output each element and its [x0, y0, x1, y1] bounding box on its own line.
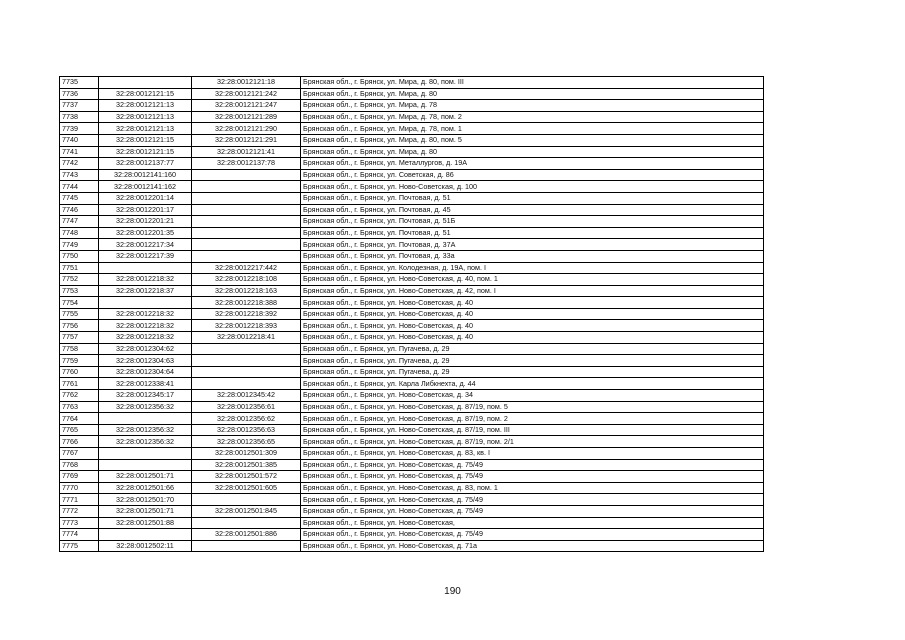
table-row [60, 216, 764, 228]
table-row [60, 204, 764, 216]
address-cell: Брянская обл., г. Брянск, ул. Почтовая, д. 33а [301, 250, 764, 262]
row-number-cell: 7754 [60, 297, 99, 309]
address-cell: Брянская обл., г. Брянск, ул. Почтовая, д. 51 [301, 192, 764, 204]
land-cadastral-cell: 32:28:0012218:37 [99, 285, 192, 297]
address-cell: Брянская обл., г. Брянск, ул. Ново-Советская, д. 87/19, пом. 5 [301, 401, 764, 413]
land-cadastral-cell: 32:28:0012502:11 [99, 540, 192, 552]
table-row [60, 250, 764, 262]
building-cadastral-cell: 32:28:0012218:393 [192, 320, 301, 332]
building-cadastral-cell [192, 517, 301, 529]
table-row [60, 517, 764, 529]
row-number-cell: 7758 [60, 343, 99, 355]
building-cadastral-cell [192, 540, 301, 552]
address-cell: Брянская обл., г. Брянск, ул. Ново-Советская, д. 75/49 [301, 494, 764, 506]
address-cell: Брянская обл., г. Брянск, ул. Пугачева, д. 29 [301, 366, 764, 378]
row-number-cell: 7770 [60, 482, 99, 494]
row-number-cell: 7742 [60, 158, 99, 170]
table-row [60, 297, 764, 309]
address-cell: Брянская обл., г. Брянск, ул. Пугачева, д. 29 [301, 355, 764, 367]
land-cadastral-cell: 32:28:0012121:15 [99, 146, 192, 158]
land-cadastral-cell: 32:28:0012201:17 [99, 204, 192, 216]
table-row [60, 505, 764, 517]
building-cadastral-cell: 32:28:0012218:163 [192, 285, 301, 297]
address-cell: Брянская обл., г. Брянск, ул. Мира, д. 80 [301, 88, 764, 100]
building-cadastral-cell: 32:28:0012121:18 [192, 77, 301, 89]
land-cadastral-cell: 32:28:0012217:34 [99, 239, 192, 251]
land-cadastral-cell: 32:28:0012356:32 [99, 401, 192, 413]
land-cadastral-cell [99, 459, 192, 471]
land-cadastral-cell: 32:28:0012501:70 [99, 494, 192, 506]
address-cell: Брянская обл., г. Брянск, ул. Металлургов, д. 19А [301, 158, 764, 170]
address-cell: Брянская обл., г. Брянск, ул. Ново-Советская, д. 83, кв. I [301, 448, 764, 460]
building-cadastral-cell: 32:28:0012218:41 [192, 332, 301, 344]
land-cadastral-cell [99, 448, 192, 460]
address-cell: Брянская обл., г. Брянск, ул. Мира, д. 80, пом. 5 [301, 134, 764, 146]
land-cadastral-cell: 32:28:0012501:71 [99, 471, 192, 483]
building-cadastral-cell: 32:28:0012121:41 [192, 146, 301, 158]
building-cadastral-cell: 32:28:0012218:388 [192, 297, 301, 309]
land-cadastral-cell: 32:28:0012121:13 [99, 100, 192, 112]
row-number-cell: 7768 [60, 459, 99, 471]
row-number-cell: 7749 [60, 239, 99, 251]
row-number-cell: 7735 [60, 77, 99, 89]
address-cell: Брянская обл., г. Брянск, ул. Ново-Советская, д. 40 [301, 308, 764, 320]
building-cadastral-cell: 32:28:0012356:65 [192, 436, 301, 448]
page-number: 190 [444, 586, 461, 597]
table-row [60, 529, 764, 541]
row-number-cell: 7741 [60, 146, 99, 158]
land-cadastral-cell [99, 262, 192, 274]
building-cadastral-cell: 32:28:0012121:242 [192, 88, 301, 100]
table-row [60, 471, 764, 483]
row-number-cell: 7759 [60, 355, 99, 367]
building-cadastral-cell [192, 343, 301, 355]
row-number-cell: 7739 [60, 123, 99, 135]
table-row [60, 424, 764, 436]
address-cell: Брянская обл., г. Брянск, ул. Ново-Советская, д. 40 [301, 320, 764, 332]
address-cell: Брянская обл., г. Брянск, ул. Ново-Советская, д. 40 [301, 332, 764, 344]
building-cadastral-cell: 32:28:0012501:572 [192, 471, 301, 483]
building-cadastral-cell: 32:28:0012356:62 [192, 413, 301, 425]
address-cell: Брянская обл., г. Брянск, ул. Ново-Советская, [301, 517, 764, 529]
address-cell: Брянская обл., г. Брянск, ул. Ново-Советская, д. 100 [301, 181, 764, 193]
land-cadastral-cell: 32:28:0012356:32 [99, 424, 192, 436]
address-cell: Брянская обл., г. Брянск, ул. Ново-Советская, д. 87/19, пом. III [301, 424, 764, 436]
land-cadastral-cell: 32:28:0012345:17 [99, 390, 192, 402]
land-cadastral-cell: 32:28:0012201:21 [99, 216, 192, 228]
row-number-cell: 7756 [60, 320, 99, 332]
building-cadastral-cell: 32:28:0012121:291 [192, 134, 301, 146]
table-row [60, 169, 764, 181]
table-row [60, 390, 764, 402]
table-row [60, 227, 764, 239]
address-cell: Брянская обл., г. Брянск, ул. Колодезная, д. 19А, пом. I [301, 262, 764, 274]
table-row [60, 482, 764, 494]
land-cadastral-cell: 32:28:0012304:63 [99, 355, 192, 367]
row-number-cell: 7751 [60, 262, 99, 274]
land-cadastral-cell: 32:28:0012121:15 [99, 134, 192, 146]
table-row [60, 262, 764, 274]
building-cadastral-cell: 32:28:0012121:290 [192, 123, 301, 135]
row-number-cell: 7774 [60, 529, 99, 541]
land-cadastral-cell: 32:28:0012304:62 [99, 343, 192, 355]
land-cadastral-cell: 32:28:0012218:32 [99, 274, 192, 286]
building-cadastral-cell [192, 204, 301, 216]
building-cadastral-cell [192, 250, 301, 262]
building-cadastral-cell: 32:28:0012501:886 [192, 529, 301, 541]
building-cadastral-cell [192, 239, 301, 251]
row-number-cell: 7745 [60, 192, 99, 204]
building-cadastral-cell: 32:28:0012121:289 [192, 111, 301, 123]
address-cell: Брянская обл., г. Брянск, ул. Ново-Советская, д. 75/49 [301, 459, 764, 471]
address-cell: Брянская обл., г. Брянск, ул. Ново-Советская, д. 71а [301, 540, 764, 552]
table-row [60, 320, 764, 332]
table-row [60, 77, 764, 89]
address-cell: Брянская обл., г. Брянск, ул. Советская, д. 86 [301, 169, 764, 181]
table-row [60, 134, 764, 146]
land-cadastral-cell: 32:28:0012218:32 [99, 308, 192, 320]
table-row [60, 192, 764, 204]
table-row [60, 378, 764, 390]
address-cell: Брянская обл., г. Брянск, ул. Мира, д. 78, пом. 2 [301, 111, 764, 123]
table-row [60, 158, 764, 170]
registry-table-body [60, 77, 764, 552]
building-cadastral-cell: 32:28:0012218:108 [192, 274, 301, 286]
row-number-cell: 7765 [60, 424, 99, 436]
land-cadastral-cell [99, 413, 192, 425]
address-cell: Брянская обл., г. Брянск, ул. Ново-Советская, д. 87/19, пом. 2/1 [301, 436, 764, 448]
address-cell: Брянская обл., г. Брянск, ул. Почтовая, д. 51Б [301, 216, 764, 228]
address-cell: Брянская обл., г. Брянск, ул. Карла Либкнехта, д. 44 [301, 378, 764, 390]
row-number-cell: 7757 [60, 332, 99, 344]
row-number-cell: 7772 [60, 505, 99, 517]
table-row [60, 540, 764, 552]
table-row [60, 239, 764, 251]
table-row [60, 401, 764, 413]
row-number-cell: 7761 [60, 378, 99, 390]
row-number-cell: 7766 [60, 436, 99, 448]
table-row [60, 332, 764, 344]
land-cadastral-cell: 32:28:0012218:32 [99, 332, 192, 344]
building-cadastral-cell: 32:28:0012121:247 [192, 100, 301, 112]
address-cell: Брянская обл., г. Брянск, ул. Ново-Советская, д. 34 [301, 390, 764, 402]
building-cadastral-cell: 32:28:0012345:42 [192, 390, 301, 402]
table-row [60, 100, 764, 112]
row-number-cell: 7755 [60, 308, 99, 320]
table-row [60, 181, 764, 193]
table-row [60, 111, 764, 123]
address-cell: Брянская обл., г. Брянск, ул. Мира, д. 78, пом. 1 [301, 123, 764, 135]
building-cadastral-cell [192, 355, 301, 367]
land-cadastral-cell: 32:28:0012201:35 [99, 227, 192, 239]
row-number-cell: 7744 [60, 181, 99, 193]
property-registry-table [59, 76, 764, 552]
building-cadastral-cell: 32:28:0012501:385 [192, 459, 301, 471]
address-cell: Брянская обл., г. Брянск, ул. Пугачева, д. 29 [301, 343, 764, 355]
building-cadastral-cell: 32:28:0012218:392 [192, 308, 301, 320]
building-cadastral-cell: 32:28:0012501:309 [192, 448, 301, 460]
row-number-cell: 7762 [60, 390, 99, 402]
land-cadastral-cell: 32:28:0012137:77 [99, 158, 192, 170]
row-number-cell: 7738 [60, 111, 99, 123]
table-row [60, 146, 764, 158]
land-cadastral-cell: 32:28:0012121:13 [99, 123, 192, 135]
building-cadastral-cell: 32:28:0012356:63 [192, 424, 301, 436]
row-number-cell: 7753 [60, 285, 99, 297]
address-cell: Брянская обл., г. Брянск, ул. Мира, д. 80, пом. III [301, 77, 764, 89]
table-row [60, 274, 764, 286]
row-number-cell: 7760 [60, 366, 99, 378]
land-cadastral-cell: 32:28:0012304:64 [99, 366, 192, 378]
building-cadastral-cell: 32:28:0012501:605 [192, 482, 301, 494]
address-cell: Брянская обл., г. Брянск, ул. Почтовая, д. 51 [301, 227, 764, 239]
address-cell: Брянская обл., г. Брянск, ул. Почтовая, д. 37А [301, 239, 764, 251]
address-cell: Брянская обл., г. Брянск, ул. Ново-Советская, д. 87/19, пом. 2 [301, 413, 764, 425]
row-number-cell: 7763 [60, 401, 99, 413]
land-cadastral-cell: 32:28:0012501:88 [99, 517, 192, 529]
address-cell: Брянская обл., г. Брянск, ул. Ново-Советская, д. 75/49 [301, 529, 764, 541]
land-cadastral-cell: 32:28:0012217:39 [99, 250, 192, 262]
table-row [60, 308, 764, 320]
building-cadastral-cell [192, 181, 301, 193]
row-number-cell: 7746 [60, 204, 99, 216]
row-number-cell: 7740 [60, 134, 99, 146]
table-row [60, 123, 764, 135]
address-cell: Брянская обл., г. Брянск, ул. Ново-Советская, д. 40, пом. 1 [301, 274, 764, 286]
building-cadastral-cell: 32:28:0012356:61 [192, 401, 301, 413]
building-cadastral-cell [192, 169, 301, 181]
row-number-cell: 7752 [60, 274, 99, 286]
building-cadastral-cell [192, 378, 301, 390]
building-cadastral-cell [192, 216, 301, 228]
table-row [60, 448, 764, 460]
land-cadastral-cell [99, 529, 192, 541]
building-cadastral-cell [192, 366, 301, 378]
building-cadastral-cell [192, 494, 301, 506]
table-row [60, 413, 764, 425]
address-cell: Брянская обл., г. Брянск, ул. Ново-Советская, д. 40 [301, 297, 764, 309]
address-cell: Брянская обл., г. Брянск, ул. Ново-Советская, д. 75/49 [301, 505, 764, 517]
address-cell: Брянская обл., г. Брянск, ул. Ново-Советская, д. 42, пом. I [301, 285, 764, 297]
row-number-cell: 7748 [60, 227, 99, 239]
table-row [60, 459, 764, 471]
land-cadastral-cell: 32:28:0012201:14 [99, 192, 192, 204]
building-cadastral-cell: 32:28:0012137:78 [192, 158, 301, 170]
land-cadastral-cell [99, 77, 192, 89]
building-cadastral-cell [192, 227, 301, 239]
address-cell: Брянская обл., г. Брянск, ул. Мира, д. 80 [301, 146, 764, 158]
row-number-cell: 7736 [60, 88, 99, 100]
land-cadastral-cell: 32:28:0012121:13 [99, 111, 192, 123]
land-cadastral-cell: 32:28:0012501:71 [99, 505, 192, 517]
land-cadastral-cell: 32:28:0012338:41 [99, 378, 192, 390]
land-cadastral-cell: 32:28:0012501:66 [99, 482, 192, 494]
address-cell: Брянская обл., г. Брянск, ул. Ново-Советская, д. 83, пом. 1 [301, 482, 764, 494]
address-cell: Брянская обл., г. Брянск, ул. Мира, д. 78 [301, 100, 764, 112]
table-row [60, 285, 764, 297]
row-number-cell: 7775 [60, 540, 99, 552]
row-number-cell: 7773 [60, 517, 99, 529]
table-row [60, 494, 764, 506]
table-row [60, 366, 764, 378]
row-number-cell: 7737 [60, 100, 99, 112]
land-cadastral-cell: 32:28:0012356:32 [99, 436, 192, 448]
row-number-cell: 7769 [60, 471, 99, 483]
land-cadastral-cell [99, 297, 192, 309]
land-cadastral-cell: 32:28:0012141:160 [99, 169, 192, 181]
land-cadastral-cell: 32:28:0012141:162 [99, 181, 192, 193]
row-number-cell: 7764 [60, 413, 99, 425]
row-number-cell: 7743 [60, 169, 99, 181]
address-cell: Брянская обл., г. Брянск, ул. Ново-Советская, д. 75/49 [301, 471, 764, 483]
row-number-cell: 7747 [60, 216, 99, 228]
table-row [60, 88, 764, 100]
building-cadastral-cell [192, 192, 301, 204]
table-row [60, 343, 764, 355]
address-cell: Брянская обл., г. Брянск, ул. Почтовая, д. 45 [301, 204, 764, 216]
row-number-cell: 7767 [60, 448, 99, 460]
land-cadastral-cell: 32:28:0012121:15 [99, 88, 192, 100]
row-number-cell: 7750 [60, 250, 99, 262]
land-cadastral-cell: 32:28:0012218:32 [99, 320, 192, 332]
building-cadastral-cell: 32:28:0012217:442 [192, 262, 301, 274]
table-row [60, 355, 764, 367]
table-row [60, 436, 764, 448]
building-cadastral-cell: 32:28:0012501:845 [192, 505, 301, 517]
row-number-cell: 7771 [60, 494, 99, 506]
